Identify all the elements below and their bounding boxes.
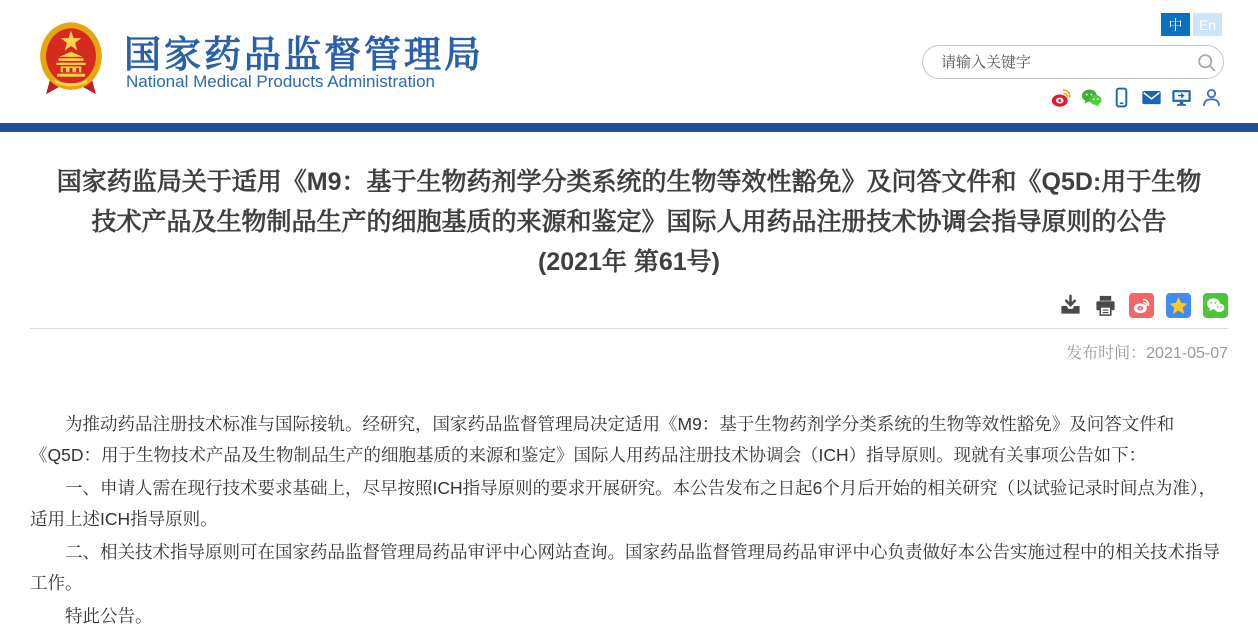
share-wechat-icon[interactable] <box>1203 293 1228 318</box>
search-button[interactable] <box>1189 45 1223 79</box>
weibo-icon[interactable] <box>1051 87 1072 108</box>
site-name-english: National Medical Products Administration <box>126 72 435 91</box>
qzone-star-icon <box>1168 295 1189 316</box>
share-weibo-icon[interactable] <box>1129 293 1154 318</box>
site-header <box>0 0 1258 123</box>
article-toolbar <box>30 292 1228 318</box>
print-icon[interactable] <box>1094 294 1117 317</box>
header-divider-bar <box>0 123 1258 132</box>
national-emblem-icon <box>38 20 104 104</box>
article-title <box>30 162 1228 282</box>
share-qzone-icon[interactable] <box>1166 293 1191 318</box>
download-icon[interactable] <box>1059 294 1082 317</box>
article-body <box>30 409 1228 632</box>
site-name[interactable]: 国家药品监督管理局 <box>124 34 484 75</box>
search-icon <box>1196 52 1217 73</box>
national-emblem-logo[interactable] <box>38 20 104 104</box>
publish-time <box>30 340 1228 363</box>
publish-time-label: 发布时间： <box>1066 345 1147 362</box>
user-icon[interactable] <box>1201 87 1222 108</box>
paragraph-intro: 为推动药品注册技术标准与国际接轨。经研究，国家药品监督管理局决定适用《M9：基于生物药剂学分类系统的生物等效性豁免》及问答文件和《Q5D：用于生物技术产品及生物制品生产的细胞基质的来源和鉴定》国际人用药品注册技术协调会（ICH）指导原则。现就有关事项公告如下： <box>30 414 1175 465</box>
wechat-glyph-icon <box>1206 296 1225 315</box>
content-divider <box>30 328 1228 329</box>
wechat-icon[interactable] <box>1081 87 1102 108</box>
social-links <box>1051 87 1222 108</box>
paragraph-item-2: 二、相关技术指导原则可在国家药品监督管理局药品审评中心网站查询。国家药品监督管理局药品审评中心负责做好本公告实施过程中的相关技术指导工作。 <box>30 542 1220 593</box>
language-switch <box>1161 13 1222 36</box>
monitor-share-icon[interactable] <box>1171 87 1192 108</box>
weibo-glyph-icon <box>1132 296 1151 315</box>
search-box <box>922 45 1224 79</box>
article <box>0 162 1258 632</box>
mail-icon[interactable] <box>1141 87 1162 108</box>
article-title-line3: (2021年 第61号) <box>537 248 721 276</box>
paragraph-item-1: 一、申请人需在现行技术要求基础上，尽早按照ICH指导原则的要求开展研究。本公告发布之日起6个月后开始的相关研究（以试验记录时间点为准），适用上述ICH指导原则。 <box>30 478 1217 529</box>
lang-zh-button[interactable]: 中 <box>1161 13 1190 36</box>
publish-time-date: 2021-05-07 <box>1146 345 1228 362</box>
mobile-icon[interactable] <box>1111 87 1132 108</box>
lang-en-button[interactable]: En <box>1193 13 1222 36</box>
article-title-line2: 技术产品及生物制品生产的细胞基质的来源和鉴定》国际人用药品注册技术协调会指导原则的公告 <box>91 208 1167 236</box>
paragraph-closing: 特此公告。 <box>65 606 153 626</box>
search-input[interactable] <box>923 54 1189 71</box>
article-title-line1: 国家药监局关于适用《M9：基于生物药剂学分类系统的生物等效性豁免》及问答文件和《Q5D:用于生物 <box>56 168 1202 196</box>
